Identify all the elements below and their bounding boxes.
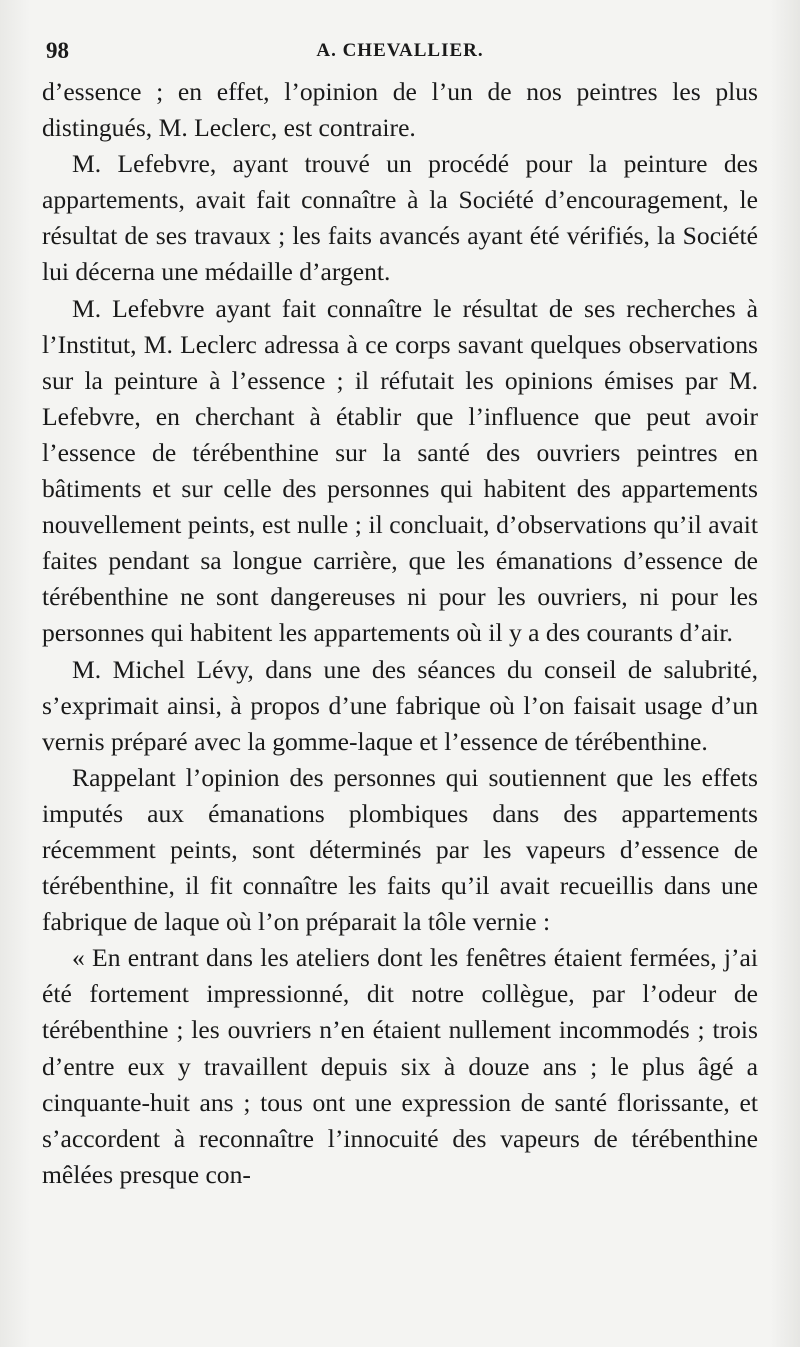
paragraph-lefebvre-procedure: M. Lefebvre, ayant trouvé un procédé pour la peinture des appartements, avait fait connaître à la Société d’encouragement, le résultat de ses travaux ; les faits avancés ayant été vérifiés, la Société lui décerna une médaille d’argent. <box>42 149 758 287</box>
paragraph-leclerc-response: M. Lefebvre ayant fait connaître le résultat de ses recherches à l’Institut, M. Leclerc adressa à ce corps savant quelques observations sur la peinture à l’essence ; il réfutait les opinions émises par M. Lefebvre, en cherchant à établir que l’influence que peut avoir l’essence de térébenthine sur la santé des ouvriers peintres en bâtiments et sur celle des personnes qui habitent des appartements nouvellement peints, est nulle ; il concluait, d’observations qu’il avait faites pendant sa longue carrière, que les émanations d’essence de térébenthine ne sont dangereuses ni pour les ouvriers, ni pour les personnes qui habitent les appartements où il y a des courants d’air. <box>42 293 758 648</box>
page-number: 98 <box>46 38 69 63</box>
paragraph-laque-factory: Rappelant l’opinion des personnes qui soutiennent que les effets imputés aux émanations plombiques dans des appartements récemment peints, sont déterminés par les vapeurs d’essence de térébenthine, il fit connaître les faits qu’il avait recueillis dans une fabrique de laque où l’on préparait la tôle vernie : <box>42 762 758 937</box>
running-title: A. CHEVALLIER. <box>316 40 484 61</box>
paragraph-continuation: d’essence ; en effet, l’opinion de l’un de nos peintres les plus distingués, M. Leclerc, est contraire. <box>42 77 758 143</box>
body-text <box>42 74 758 1193</box>
page-header <box>42 34 758 74</box>
paragraph-quotation: « En entrant dans les ateliers dont les fenêtres étaient fermées, j’ai été fortement impressionné, dit notre collègue, par l’odeur de térébenthine ; les ouvriers n’en étaient nullement incommodés ; trois d’entre eux y travaillent depuis six à douze ans ; le plus âgé a cinquante-huit ans ; tous ont une expression de santé florissante, et s’accordent à reconnaître l’innocuité des vapeurs de térébenthine mêlées presque con- <box>42 943 758 1189</box>
paragraph-michel-levy: M. Michel Lévy, dans une des séances du conseil de salubrité, s’exprimait ainsi, à propos d’une fabrique où l’on faisait usage d’un vernis préparé avec la gomme-laque et l’essence de térébenthine. <box>42 654 758 756</box>
